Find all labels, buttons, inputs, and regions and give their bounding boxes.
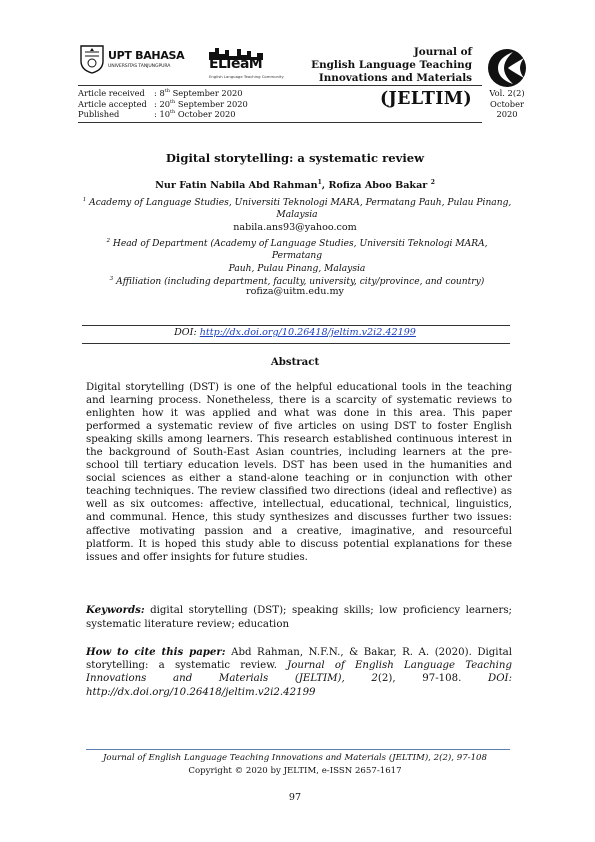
upt-logo-name: UPT BAHASA bbox=[108, 49, 185, 62]
author1-email[interactable]: nabila.ans93@yahoo.com bbox=[233, 222, 357, 233]
affiliation-line: Pauh, Pulau Pinang, Malaysia bbox=[228, 263, 366, 274]
affiliation-1 bbox=[82, 194, 512, 222]
author-affiliation-mark: 2 bbox=[430, 179, 435, 186]
citation-doi[interactable]: DOI: http://dx.doi.org/10.26418/jeltim.v2i2.42199 bbox=[86, 673, 513, 698]
abstract-heading: Abstract bbox=[270, 356, 320, 368]
volume-month: October bbox=[490, 98, 524, 109]
date-suffix: th bbox=[170, 98, 176, 105]
footer-journal-line: Journal of English Language Teaching Innovations and Materials (JELTIM), 2(2), 97-108 bbox=[102, 753, 487, 763]
author-name: Nur Fatin Nabila Abd Rahman bbox=[155, 180, 318, 192]
date-accepted-row bbox=[78, 99, 248, 110]
doi-line bbox=[78, 327, 512, 338]
volume-info bbox=[484, 88, 530, 120]
volume-year: 2020 bbox=[496, 109, 518, 119]
journal-title-line: Journal of bbox=[413, 46, 472, 58]
elteam-logo-subtitle: English Language Teaching Community bbox=[209, 74, 284, 79]
header-divider bbox=[78, 122, 482, 123]
affiliation-line: Affiliation (including department, faculty, university, city/province, and country) bbox=[116, 277, 485, 288]
journal-title-line: English Language Teaching bbox=[311, 59, 472, 71]
date-label: Article received bbox=[78, 88, 145, 98]
date-label: Article accepted bbox=[78, 98, 147, 109]
page-footer bbox=[78, 752, 512, 777]
date-month-year: September 2020 bbox=[175, 98, 248, 109]
journal-title-line: Innovations and Materials bbox=[318, 72, 472, 84]
page-number: 97 bbox=[288, 792, 302, 803]
doi-link[interactable]: http://dx.doi.org/10.26418/jeltim.v2i2.42199 bbox=[199, 327, 416, 338]
affiliation-mark: 1 bbox=[82, 197, 87, 203]
date-day: 10 bbox=[159, 109, 170, 119]
upt-logo-subtitle: UNIVERSITAS TANJUNGPURA bbox=[108, 64, 171, 69]
citation-issue: (2), 97-108. bbox=[377, 673, 489, 685]
date-day: 20 bbox=[159, 98, 170, 109]
date-suffix: th bbox=[170, 109, 176, 116]
doi-bottom-rule bbox=[82, 343, 510, 344]
footer-rule bbox=[86, 749, 510, 750]
affiliation-line: Head of Department (Academy of Language Studies, Universiti Teknologi MARA, Permatang bbox=[112, 239, 488, 262]
date-value bbox=[159, 88, 242, 98]
author-name: Rofiza Aboo Bakar bbox=[328, 180, 428, 192]
journal-abbreviation: (JELTIM) bbox=[379, 89, 472, 109]
affiliation-line: Academy of Language Studies, Universiti Teknologi MARA, Permatang Pauh, Pulau Pinang, bbox=[89, 198, 512, 209]
journal-title bbox=[310, 46, 472, 85]
date-value bbox=[159, 109, 235, 119]
affiliation-line: Malaysia bbox=[276, 210, 318, 221]
header-divider bbox=[78, 85, 482, 86]
date-received-row bbox=[78, 88, 248, 99]
author-separator: , bbox=[321, 180, 329, 192]
date-value bbox=[159, 99, 247, 109]
citation bbox=[86, 646, 512, 699]
footer-copyright: Copyright © 2020 by JELTIM, e-ISSN 2657-1617 bbox=[188, 765, 402, 776]
paper-title: Digital storytelling: a systematic review bbox=[165, 151, 425, 165]
keywords-text: digital storytelling (DST); speaking skills; low proficiency learners; systematic literature review; education bbox=[86, 605, 512, 631]
doi-label: DOI: bbox=[174, 327, 200, 338]
citation-authors: Abd Rahman, N.F.N., & Bakar, R. A. (2020). Digital storytelling: a systematic review. bbox=[86, 647, 512, 672]
date-month-year: September 2020 bbox=[169, 88, 243, 98]
affiliation-mark: 3 bbox=[109, 276, 114, 282]
date-day: 8 bbox=[159, 88, 165, 98]
date-label: Published bbox=[78, 109, 120, 119]
upt-bahasa-logo bbox=[78, 44, 185, 78]
author-affiliation-mark: 1 bbox=[317, 179, 322, 186]
date-published-row bbox=[78, 109, 248, 120]
elteam-logo bbox=[207, 46, 284, 82]
elteam-logo-name: ELTeaM bbox=[209, 56, 263, 72]
citation-journal: Journal of English Language Teaching Innovations and Materials (JELTIM), 2 bbox=[86, 660, 512, 685]
abstract-text: Digital storytelling (DST) is one of the helpful educational tools in the teaching and learning process. Nonetheless, there is a scarcity of systematic reviews to enlighten how it was applied and what was done in this area. This paper performed a systematic review of five articles on using DST to foster English speaking skills among learners. This research established continuous interest in the background of South-East Asian countries, including learners at the pre-school till tertiary education levels. DST has been used in the humanities and social sciences as either a stand-alone teaching or in conjunction with other teaching techniques. The review classified two directions (ideal and reflective) as well as six outcomes: affective, intellectual, educational, technical, linguistics, and communal. Hence, this study synthesizes and discusses further two issues: affective motivating passion and a creative, imaginative, and resourceful platform. It is hoped this study able to discuss potential explanations for these issues and offer insights for future studies. bbox=[86, 382, 512, 563]
citation-label: How to cite this paper: bbox=[86, 646, 226, 658]
article-dates bbox=[78, 88, 248, 120]
date-colon: : bbox=[154, 109, 160, 119]
affiliation-2 bbox=[82, 235, 512, 275]
doi-top-rule bbox=[82, 325, 510, 326]
date-colon: : bbox=[154, 88, 160, 98]
keywords bbox=[86, 603, 512, 633]
date-colon: : bbox=[154, 98, 160, 109]
author2-email[interactable]: rofiza@uitm.edu.my bbox=[246, 286, 344, 297]
date-month-year: October 2020 bbox=[175, 109, 236, 119]
keywords-label: Keywords: bbox=[86, 604, 145, 616]
university-seal-icon bbox=[78, 44, 106, 74]
affiliation-mark: 2 bbox=[106, 238, 111, 244]
author-list bbox=[78, 179, 512, 191]
volume-number: Vol. 2(2) bbox=[489, 88, 525, 98]
jeltim-logo-icon bbox=[486, 46, 528, 90]
date-suffix: th bbox=[164, 88, 170, 95]
